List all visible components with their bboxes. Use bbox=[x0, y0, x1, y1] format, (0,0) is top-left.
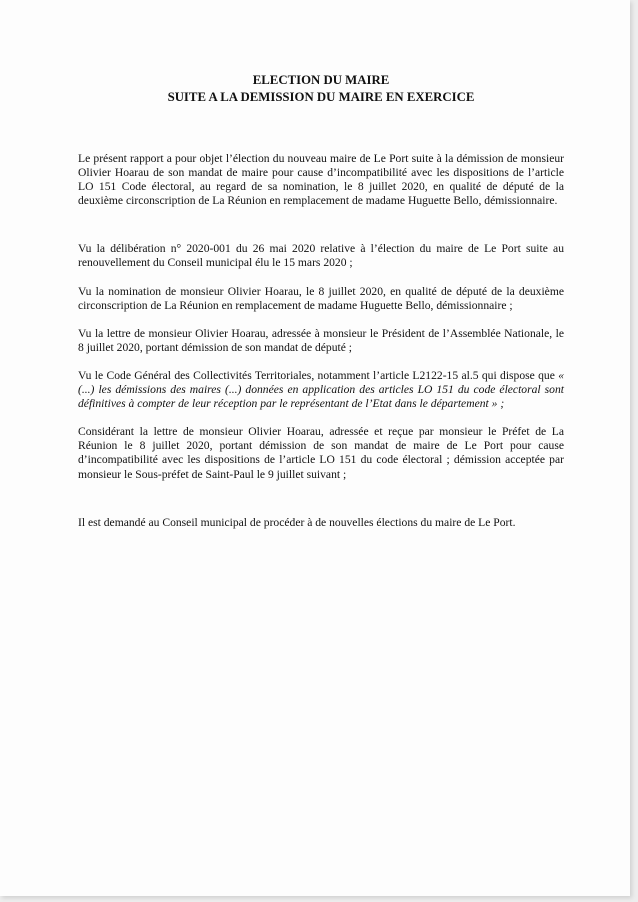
title-line-2: SUITE A LA DEMISSION DU MAIRE EN EXERCICE bbox=[167, 90, 475, 104]
vu-paragraph-1: Vu la délibération n° 2020-001 du 26 mai 2020 relative à l’élection du maire de Le Port suite au renouvellement du Conseil municipal élu le 15 mars 2020 ; bbox=[78, 242, 564, 270]
document-title bbox=[78, 72, 564, 106]
vu4-text: Vu le Code Général des Collectivités Territoriales, notamment l’article L2122-15 al.5 qui dispose que bbox=[78, 368, 559, 382]
title-line-1: ELECTION DU MAIRE bbox=[252, 73, 390, 87]
considerant-paragraph: Considérant la lettre de monsieur Olivier Hoarau, adressée et reçue par monsieur le Préfet de La Réunion le 8 juillet 2020, portant démission de son mandat de maire de Le Port pour cause d’incompatibilité avec les dispositions de l’article LO 151 du code électoral ; démission acceptée par monsieur le Sous-préfet de Saint-Paul le 9 juillet suivant ; bbox=[78, 425, 564, 481]
conclusion-paragraph: Il est demandé au Conseil municipal de procéder à de nouvelles élections du maire de Le Port. bbox=[78, 515, 516, 529]
document-body bbox=[78, 72, 564, 530]
intro-paragraph: Le présent rapport a pour objet l’élection du nouveau maire de Le Port suite à la démission de monsieur Olivier Hoarau de son mandat de maire pour cause d’incompatibilité avec les dispositions de l’article LO 151 Code électoral, au regard de sa nomination, le 8 juillet 2020, en qualité de député de la deuxième circonscription de La Réunion en remplacement de madame Huguette Bello, démissionnaire. bbox=[78, 152, 564, 208]
vu-paragraph-2: Vu la nomination de monsieur Olivier Hoarau, le 8 juillet 2020, en qualité de député de la deuxième circonscription de La Réunion en remplacement de madame Huguette Bello, démissionnaire ; bbox=[78, 284, 564, 312]
vu-paragraph-4 bbox=[78, 369, 564, 411]
vu-paragraph-3: Vu la lettre de monsieur Olivier Hoarau, adressée à monsieur le Président de l’Assemblée Nationale, le 8 juillet 2020, portant démission de son mandat de député ; bbox=[78, 326, 564, 354]
vu4-quote: « (...) les démissions des maires (...) données en application des articles LO 151 du code électoral sont définitives à compter de leur réception par le représentant de l’Etat dans le département » ; bbox=[78, 368, 564, 411]
